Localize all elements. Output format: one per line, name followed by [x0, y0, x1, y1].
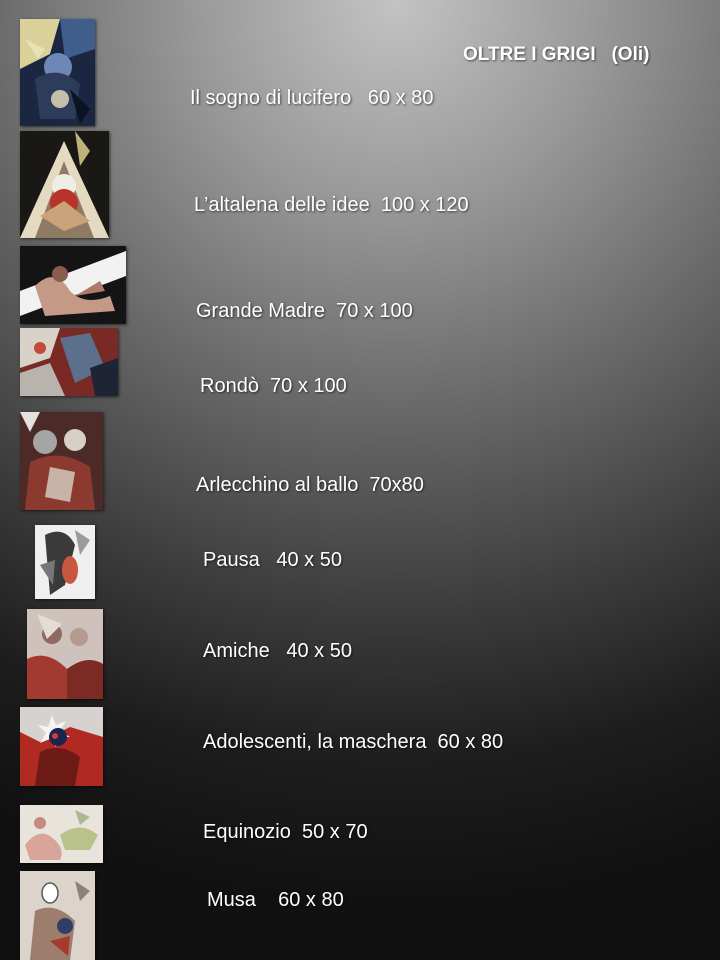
painting-thumbnail — [20, 707, 103, 786]
painting-label: Il sogno di lucifero 60 x 80 — [190, 87, 434, 109]
painting-label: Musa 60 x 80 — [207, 889, 344, 911]
painting-label: L’altalena delle idee 100 x 120 — [194, 194, 469, 216]
painting-thumbnail — [20, 805, 103, 863]
painting-label: Grande Madre 70 x 100 — [196, 300, 413, 322]
page-title: OLTRE I GRIGI (Oli) — [463, 44, 650, 65]
painting-label: Amiche 40 x 50 — [203, 640, 352, 662]
painting-label: Pausa 40 x 50 — [203, 549, 342, 571]
painting-label: Equinozio 50 x 70 — [203, 821, 368, 843]
painting-thumbnail — [20, 19, 95, 126]
painting-label: Arlecchino al ballo 70x80 — [196, 474, 424, 496]
painting-thumbnail — [20, 131, 109, 238]
painting-thumbnail — [20, 871, 95, 960]
painting-thumbnail — [35, 525, 95, 599]
painting-thumbnail — [20, 328, 118, 396]
painting-label: Rondò 70 x 100 — [200, 375, 347, 397]
painting-thumbnail — [27, 609, 103, 699]
painting-label: Adolescenti, la maschera 60 x 80 — [203, 731, 504, 753]
painting-thumbnail — [20, 412, 103, 510]
painting-thumbnail — [20, 246, 126, 324]
